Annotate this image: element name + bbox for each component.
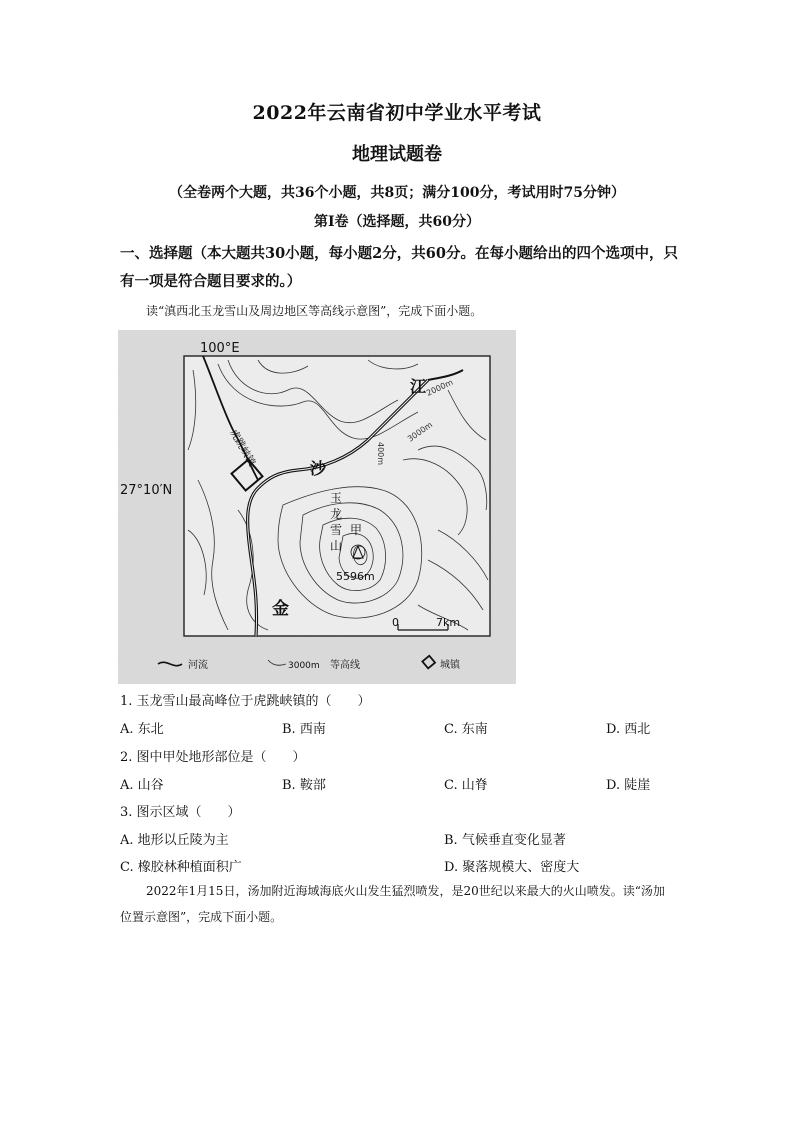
exam-title: 2022年云南省初中学业水平考试 [252, 102, 542, 124]
q2-option-c[interactable]: C. 山脊 [444, 778, 488, 793]
longitude-label: 100°E [200, 341, 240, 356]
contour-label-400: 400m [376, 442, 385, 466]
peak-elevation-label: 5596m [336, 570, 375, 583]
exam-note: （全卷两个大题，共36个小题，共8页；满分100分，考试用时75分钟） [169, 185, 625, 201]
q3-option-c[interactable]: C. 橡胶林种植面积广 [120, 860, 242, 875]
river-label-jin: 金 [272, 599, 289, 619]
q1-option-d[interactable]: D. 西北 [606, 722, 651, 737]
river-label-jiang: 江 [410, 377, 427, 396]
river-label-sha: 沙 [310, 459, 327, 478]
exam-subtitle: 地理试题卷 [352, 144, 442, 165]
q2-option-d[interactable]: D. 陡崖 [606, 778, 651, 793]
legend-contour-sample: 3000m [288, 661, 320, 671]
q1-option-c[interactable]: C. 东南 [444, 722, 488, 737]
point-jia-label: 甲 [350, 523, 363, 537]
q3-option-b[interactable]: B. 气候垂直变化显著 [444, 833, 566, 848]
q3-option-d[interactable]: D. 聚落规模大、密度大 [444, 860, 580, 875]
q2-option-a[interactable]: A. 山谷 [120, 778, 164, 793]
scale-distance: 7km [436, 616, 461, 629]
q2-option-b[interactable]: B. 鞍部 [282, 778, 326, 793]
q3-option-a[interactable]: A. 地形以丘陵为主 [120, 833, 229, 848]
question-intro-1: 读“滇西北玉龙雪山及周边地区等高线示意图”，完成下面小题。 [146, 304, 483, 318]
mountain-label-4: 山 [330, 539, 343, 553]
mountain-label-1: 玉 [330, 491, 343, 505]
question-1-stem: 1. 玉龙雪山最高峰位于虎跳峡镇的（ ） [120, 694, 371, 709]
mountain-label-2: 龙 [330, 507, 343, 521]
scale-zero: 0 [392, 616, 399, 629]
contour-label-3000: 3000m [405, 420, 435, 444]
part-heading: 第Ⅰ卷（选择题，共60分） [313, 214, 481, 230]
question-3-stem: 3. 图示区域（ ） [120, 805, 241, 820]
gorge-town-label: 虎跳峡镇 [227, 428, 257, 469]
question-2-stem: 2. 图中甲处地形部位是（ ） [120, 750, 306, 765]
q1-option-b[interactable]: B. 西南 [282, 722, 326, 737]
legend-river-label: 河流 [188, 660, 208, 671]
q1-option-a[interactable]: A. 东北 [120, 722, 164, 737]
contour-label-2000: 2000m [425, 377, 455, 398]
legend-town-label: 城镇 [440, 660, 460, 671]
legend-contour-label: 等高线 [330, 660, 360, 671]
latitude-label: 27°10′N [120, 483, 173, 498]
mountain-label-3: 雪 [330, 523, 343, 537]
contour-map [118, 330, 516, 684]
question-intro-2: 2022年1月15日，汤加附近海域海底火山发生猛烈喷发，是20世纪以来最大的火山喷发。读“汤加位置示意图”，完成下面小题。 [120, 884, 665, 924]
section-heading: 一、选择题（本大题共30小题，每小题2分，共60分。在每小题给出的四个选项中，只有一项是符合题目要求的。） [120, 245, 678, 290]
